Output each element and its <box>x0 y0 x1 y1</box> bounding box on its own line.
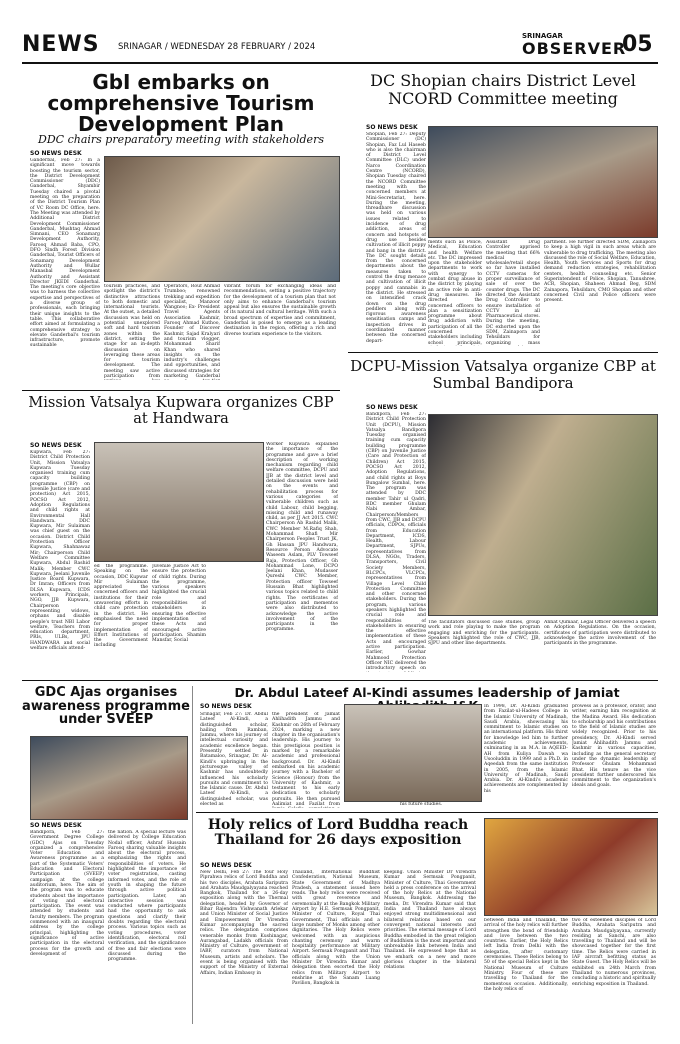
divider <box>348 352 658 353</box>
article-column: New Delhi, Feb 27: The four Holy Piprahwa relics of Lord Buddha and his two disciples, Arahata Sariputra and Arahata Maudgalyayana reached Bangkok, Thailand for a 26-day exposition along with the Thermal delegation, headed by Governor of Bihar Rajendra Vishwanath Arlekar and Union Minister of Social Justice and Empowerment Dr Virendra Kumar accompanying the sacred relics. The delegation comprises venerable monks from Kushinagar, Aurangabad, Ladakh officials from Ministry of Culture, government of IABF, curators from National Museum, artists and scholars. The event is being organised with the support of the Ministry of External Affairs, Indian Embassy in <box>200 870 288 976</box>
cbp-program-photo <box>428 414 658 616</box>
headline-gbi-tourism: GbI embarks on comprehensive Tourism Development Plan <box>47 70 315 136</box>
byline: SO NEWS DESK <box>200 862 252 869</box>
article-column: Ganderbal, Feb 27: In a significant move towards boosting the tourism sector, the District Development Commissioner (DDC) Ganderbal, Shyambir Tuesday chaired a pivotal meeting on the preparation of the District Tourism Plan of VC Room DC Office, here. The Meeting was attended by Additional District Development Commissioner Ganderbal, Mushtaq Ahmad Simnani, CEO Sonamarg Development Authority, Farooq Ahmad Baba, CPO, DFO Sindh Forest Division Ganderbal, Tourist Officers of Sonamarg Development Authority and Wullar Manasbal Development Authority and Assistant Director JKEDI Ganderbal. The meeting's core objective was to harness the collective expertise and perspectives of a diverse group of professionals, each bringing their unique insights to the table. This collaborative effort aimed at formulating a comprehensive strategy to elevate Ganderbal's tourism infrastructure, promote sustainable <box>30 158 100 349</box>
page-number: 05 <box>622 32 653 57</box>
article-column: vibrant forum for exchanging ideas and recommendations, setting a positive trajectory for the development of a tourism plan that not only aims to enhance Ganderbal's tourism appeal but also ensures the sustainable growth of its natural and cultural heritage. With such a broad spectrum of expertise and commitment, Ganderbal is poised to emerge as a leading destination in the region, offering a rich and diverse tourism experience to the visitors. <box>224 284 336 337</box>
kupwara-event-photo <box>94 442 264 562</box>
article-column: tourism practices, and spotlight the district's distinctive attractions to both domestic and international tourists. At the outset, a detailed discussion was held on potential unexplored soft and hard tourism zones within the district, setting the stage for an in-depth discussion on leveraging these areas for tourism development. The meeting saw active participation from <box>104 284 160 380</box>
article-column: between India and Thailand, the arrival of the holy relics will further strengthen the bond of friendship and love between the two countries. Earlier, the Holy Relics left India from Delhi with the delegation, after customary ceremonies. These Relics belong to 50 of the special Relics kept in the National Museum of Culture Ministry. Four of these are travelling to Thailand for the momentous occasion. Additionally, the holy relics of <box>484 918 568 992</box>
byline: SO NEWS DESK <box>366 404 418 411</box>
headline-al-kindi: Dr. Abdul Lateef Al-Kindi assumes leadership of Jamiat <box>234 685 620 700</box>
byline: SO NEWS DESK <box>30 150 82 157</box>
article-column: In 1998, Dr. Al-Kindi graduated from Fazilat-ul-Hadees College in the Islamic University of Madinah, Saudi Arabia, showcasing his commitment to Islamic studies on an international platform. His thirst for knowledge led him to further academic achievements, culminating in an M.A. in AQEED-AH from Kuliya Dawah wa Usooluddin in 1999 and a Ph.D. in Aqeedah from the same institution in 2005, from the Islamic University of Madinah, Saudi Arabia. Dr. Al-Kindi's academic achievements are complemented by his <box>484 704 568 794</box>
article-column: Shopian, Feb 27: Deputy Commissioner (DC) Shopian, Faz Lul Haseeb who is also the chairman of District Level Committee (DLC) under Narco Coordination Centre (NCORD), Shopian Tuesday chaired the NCORD Committee meeting with the concerned members at Mini-Secretariat, here. During the meeting, threadbare discussion was held on various issues related to incidence of drug addiction, areas of concern and hotspots of drug use besides cultivation of illicit poppy and bang in the district. The DC sought details from the concerned departments about the measures taken to control the drug menace and cultivation of illicit poppy and cannabis in the district. He stressed on intensified crack down on the drug peddlers along with rigorous awareness sensitisation camps and inspection drives in coordinated manner between the concerned depart- <box>366 132 426 344</box>
article-column: Kupwara, Feb 27: District Child Protection Unit, Mission Vatsalya Kupwara Tuesday organised training cum capacity building programme (CBP) on Juvenile Justice (care and protection) Act 2015, POCSO Act 2012, Adoption Regulations and child rights at Environmental Hall Handwara. DDC Kupwara, Mir Sulaiman was chief guest on the occasion. District Child Protection Officer Kupwara, Shahnawaz Mir; Chairperson Child Welfare Committee Kupwara, Abdul Rashid Malik; Member CWC Kupwara, Jeelani Juvenile Justice Board Kupwara, Dr Imran; Officers from DLSA Kupwara, ICDS workers, Principals, NGO, JJB Kupwara, Chairperson representing widows, orphans and disable people's trust NBI Labor welfare, Teachers from education department, PRIs, ULBs, JPU HANDWARA and social welfare officials attend- <box>30 450 90 651</box>
headline-dc-shopian: DC Shopian chairs District Level NCORD Committee meeting <box>370 71 636 108</box>
meeting-photo <box>104 156 340 282</box>
article-column: partment. He further directed SDM, Zainapora to keep a high vigil in such areas which are vulnerable to drug trafficking. The meeting also discussed the role of Social Welfare, Education, Health, Youth Services and Sports for drug demand reduction strategies, rehabilitation centers, health counseling etc. Senior Superintendent of Police, Shopian, Tanushree, ACR, Shopian, Shaheen Ahmad Beg, SDM Zainapora, Tehsildars, CMO Shopian and other concerned Civil and Police officers were present. <box>544 240 656 304</box>
brand-logo: OBSERVER <box>522 39 627 58</box>
article-column: the president of Jamiat Ahlihadith Jammu and Kashmir on 26th of February 2024, marking a new chapter in the organisation's leadership. His journey to this prestigious position is marked by a remarkable academic and professional background. Dr. Al-Kindi embarked on his academic journey with a Bachelor of Science (Honour) from the University of Kashmir, a testament to his early dedication to scholarly pursuits. He then pursued Aalimiat and Fazilat from <box>272 712 340 808</box>
headline-kupwara: Mission Vatsalya Kupwara organizes CBP at Handwara <box>28 395 334 427</box>
byline: SO NEWS DESK <box>30 442 82 449</box>
byline: SO NEWS DESK <box>366 124 418 131</box>
ncord-meeting-photo <box>428 126 658 238</box>
header-rule <box>22 62 658 64</box>
photo-caption: Annat Qumaar, Legal Officer delivered a speech on Adoption Regulations. On the occasion, certificates of participation were distributed to acknowledge the active involvement of the participants in the programme. <box>544 620 656 647</box>
headline-buddha-relics: Holy relics of Lord Buddha reach Thailand for 26 days exposition <box>207 817 469 849</box>
article-column: Thailand, International Buddhist Confederation, National Museum, State Government of Madhya Pradesh, a statement issued here reads. The holy relics were received with great reverence and ceremonially at the Bangkok Military Airport by H.E. Sermsak Pongpanit, Minister of Culture, Royal Thai Government, Thai officials and a large number of Monks among other dignitaries. The Holy Relics were welcomed with an auspicious chanting ceremony and warm hospitality performance at Military Airport. Sermsak Pongpanit and Thai officials along with the Union Minister Dr Virendra Kumar and delegation then escorted the Holy relics from Military Airport to enshrine at the Sanam Luang Pavilion, Bangkok in <box>292 870 380 987</box>
sveep-photo <box>30 736 188 820</box>
column-rule <box>192 686 193 1024</box>
photo-caption: The facilitators discussed case studies, group work and role playing to make the program engaging and enriching for the participants. Speakers highlighted the role of CWC, JJB, SJPU and other line departments. <box>428 620 540 647</box>
article-column: two of esteemed disciples of Lord Buddha, Arahata Sariputra and Arahata Maudgalyayana, currently residing at Sanchi, are also travelling to Thailand and will be showcased together for the first time. The Relics were carried in IAF aircraft befitting status as State Guest. The Holy Relics will be exhibited on 24th March from Thailand to numerous provinces, concluding a historic and spiritually enriching exposition in Thailand. <box>572 918 656 987</box>
article-column: ments such as Police, Medical, Education and health Welfare etc. The DC impressed upon the stakeholder departments to work with synergy to combat drug abuse in the district by playing an active role in anti-drug measures. He directed the concerned officers to plan a sensitization programme about drug addiction with participation of all the concerned stakeholders including school principals, <box>428 240 482 346</box>
article-column: Operators, Rouf Ahmad Trumboo; renowned trekking and expedition specialist, Manzoor Wangnoo; Ex- President Travel Agents Association Kashmir, Farooq Ahmad Kuthoo, Founder of Discover Kashmir, Sajad Kralyari and tourism vlogger, Mohammad Sharif Khan who shared insights on the industry's challenges and opportunities, and discussed strategies for marketing Ganderbal <box>164 284 220 380</box>
dateline: SRINAGAR / WEDNESDAY 28 FEBRUARY / 2024 <box>118 42 316 52</box>
article-column: prowess as a professor, orator, and writer, earning him recognition at the Madina Award. His dedication to scholarship and his contributions to the field of Islamic studies are widely recognized. Prior to his presidency, Dr. Al-Kindi served Jamiat Ahlihadith Jammu and Kashmir in various capacities, including as the general secretary under the dynamic leadership of Professor Ghulam Mohammad Bhat. His tenure as the vice president further underscored his commitment to the organization's ideals and goals. <box>572 704 656 789</box>
article-column: keeping. Union Minister Dr Virendra Kumar and Sermsak Pongpanit, Minister of Culture, Thai Government held a press conference on the arrival of the holy Relics at the National Museum, Bangkok. Addressing the media, Dr. Virendra Kumar said that India and Thailand have always enjoyed strong multidimensional and bilateral relations based on our convergent national interests and priorities. The eternal message of Lord Buddha embodied in the great religion of Buddhism is the most important and unbreakable link between India and Thailand. He expressed hope that as we embark on a new and more glorious chapter in the bilateral relations <box>384 870 476 971</box>
byline: SO NEWS DESK <box>200 703 252 710</box>
headline-gdc-ajas: GDC Ajas organises awareness programme under SVEEP <box>22 685 190 728</box>
article-column: the nation. A special lecture was delivered by College Education Nodal officer, Ashraf Hussain Farooq sharing valuable insights about the electoral process, emphasizing the rights and responsibilities of voters. He highlighted the importance of voter registration, casting informed votes, and the role of youth in shaping the future through active political participation. Later, an interactive session was conducted where participants had the opportunity to ask questions and clarify their doubts regarding the electoral process. Various topics such as voting procedures, voter identification, electoral roll verification, and the significance of free and fair elections were discussed during the programme. <box>108 830 186 963</box>
article-column: Srinagar, Feb 27: Dr. Abdul Lateef Al-Kindi, a distinguished scholar, hailing from Ramban, Jammu, where his journey of intellectual curiosity and academic excellence began. Presently settled in Batamaloo, Srinagar, Dr. Al-Kindi's upbringing in the picturesque valley of Kashmir has undoubtedly influenced his scholarly pursuits and commitment to the Islamic cause. Dr. Abdul Lateef Al-Kindi, a distinguished scholar, was elected as <box>200 712 268 808</box>
section-label: NEWS <box>22 32 100 57</box>
article-column: Juvenile Justice Act to ensure the protection of child rights. During the programme, various speakers highlighted the crucial role and responsibilities of stakeholders in ensuring the effective implementation of these Acts and encouraged active participation. Shamim Mansfar, Social <box>152 564 206 644</box>
headline-dcpu-sumbal: DCPU-Mission Vatsalya organize CBP at Sumbal Bandipora <box>350 357 656 392</box>
subhead-gbi-tourism: DDC chairs preparatory meeting with stakeholders <box>38 133 324 146</box>
divider <box>22 390 340 391</box>
article-column: Assistant Drug Controller apprised the meeting that 66% medical wholesale/retail shops so far have installed CCTV cameras for proper surveillance of sale of over the counter drugs. The DC directed the Assistant Drug Controller to ensure installation of CCTV in all Pharmaceutical stores. During the meeting, DC exhorted upon the SDM, Zainapora and Tehsildars for organizing mass <box>486 240 540 346</box>
masthead <box>22 30 658 62</box>
byline: SO NEWS DESK <box>30 822 82 829</box>
article-column: Bandipora, Feb 27: Government Degree College (GDC) Ajas on Tuesday organized a comprehensive Voter Education and Awareness programme as a part of the Systematic Voters' Education and Electoral Participation (SVEEP) campaign at the college auditorium, here. The aim of the program was to educate students about the importance of voting and electoral participation. The event was attended by students and faculty members. The program commenced with an inaugural address by the college principal, highlighting the significance of active participation in the electoral process for the growth and development of <box>30 830 104 957</box>
article-column: ed the programme. Speaking on the occasion, DDC Kupwar Mir Sulaiman appreciated the concerned officers and institutions for their unwavering efforts in child care protection in the district. He emphasised the need for proper implementation of Effort Institutions of the Government including <box>94 564 148 649</box>
article-column: Worker Kupwara explained the importance of the programme and gave a brief description of working mechanism regarding child welfare committee, DCPU and JJB at the district level and detailed discussion were held on the events and rehabilitation process for various categories of vulnerable children such as child Labour, child begging, missing child and runaway child, as per JJ Act 2015. CWC Chairperson Ab Rashid Malik, CWC Member M.Rafiq Shah, Mohammad Shafi Mir Chairperson Feoples Trust JK, Gh Hassan JPU Handwara, Resource Person Advocate Waseem Aslam, PLV Towseef Raja, Protection Officer, Gh Mohammad Lone, DCPO Jeelani Khan, Mudasser Qureshi CWC Member, Protection officer Towseef Hussain Bhat highlighted various topics related to child rights. The certificates of participation and mementos were also distributed to acknowledge the active involvement of the participants in the programme. <box>266 442 338 633</box>
divider <box>22 680 658 681</box>
divider <box>196 812 658 813</box>
brand-city: SRINAGAR <box>522 32 563 40</box>
portrait-photo <box>344 704 482 802</box>
relics-ceremony-photo <box>484 818 658 916</box>
article-column: his future studies. <box>400 802 443 807</box>
article-column: Bandipora, Feb 27: District Child Protection Unit (DCPU), Mission Vatsalya Bandipora Tuesday organised training cum capacity building programme (CBP) on Juvenile Justice (Care and Protection of Children) Act 2015, POCSO Act 2012, Adoption Regulations, and child rights at Boys Bungalow Sumbal, here. The program was attended by DDC member Tahir ul Qadri, BDC member Ghulam Nabi Ambar, Chairperson/Members from CWC, JJB and DCPU officials, CDPOs, officials from Education Department, ICDS, Health, Labour Department, SJPUs, representatives from DLSA, NGOs, Traders, Transporters, Civil Society Members, BLCPCs, VLCPCs, representatives from Village Level Child Protection Committee and other concerned stakeholders. During the program, various speakers highlighted the crucial role and responsibilities of stakeholders in ensuring the effective implementation of these Acts and encouraged active participation. Earlier, Gowhar Mahmood Protection Officer NIC delivered the introductory speech on <box>366 412 426 672</box>
